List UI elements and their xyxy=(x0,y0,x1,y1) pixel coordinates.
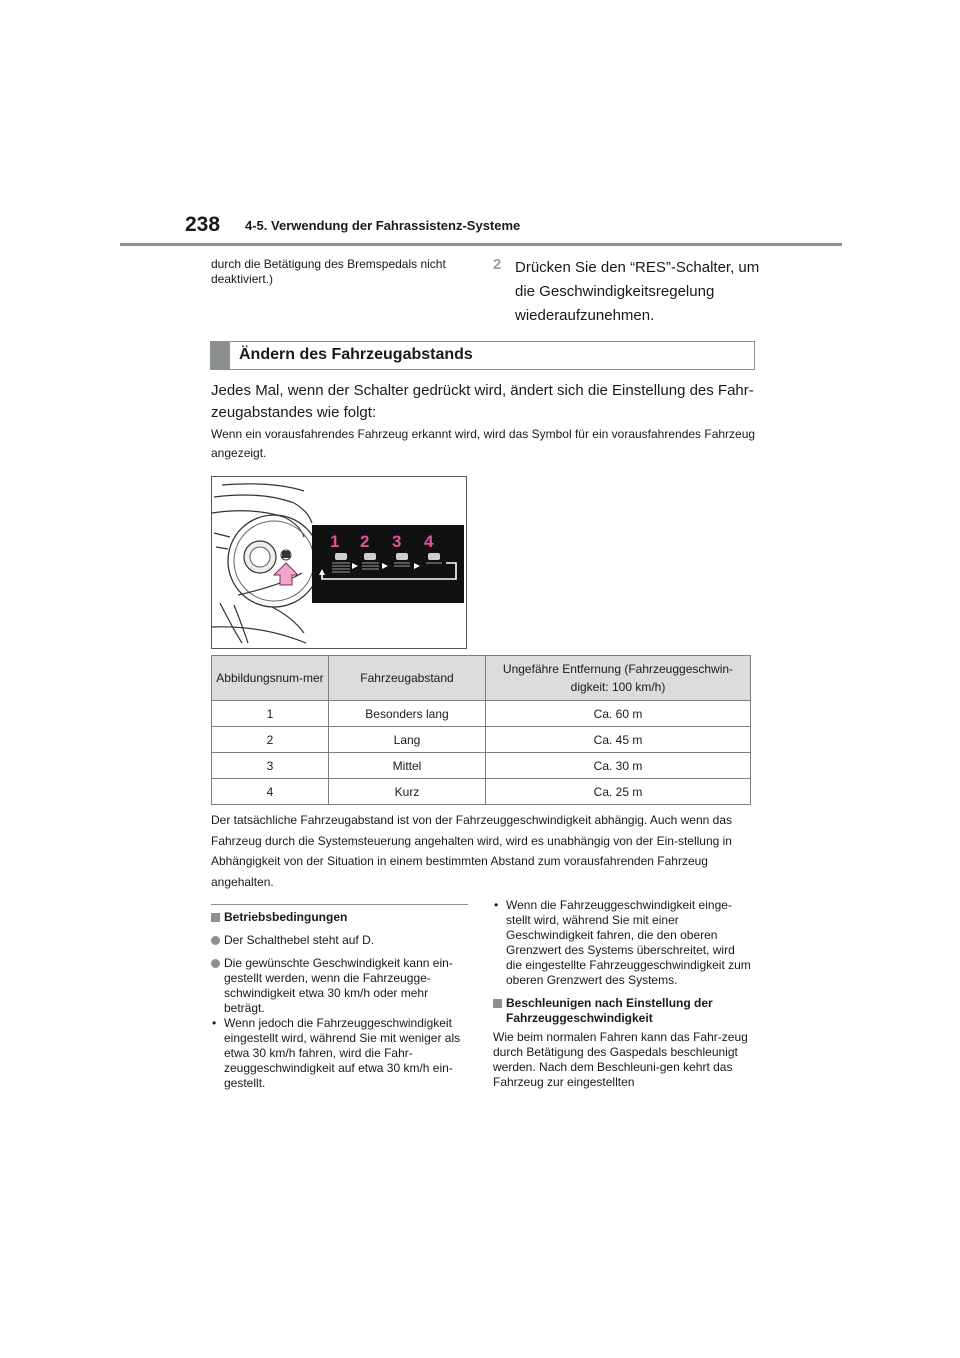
table-cell: Ca. 25 m xyxy=(486,779,751,805)
table-row xyxy=(212,753,751,779)
header-divider xyxy=(120,243,842,246)
figure-label-1: 1 xyxy=(330,532,340,551)
table-cell: Besonders lang xyxy=(329,701,486,727)
right-column xyxy=(493,898,753,1090)
step-text: Drücken Sie den “RES”-Schalter, um die Geschwindigkeitsregelung wiederaufzunehmen. xyxy=(515,259,760,324)
circle-bullet-icon xyxy=(211,959,220,968)
table-cell: Mittel xyxy=(329,753,486,779)
table-cell: 4 xyxy=(212,779,329,805)
list-item: Die gewünschte Geschwindigkeit kann ein-gestellt werden, wenn die Fahrzeugge-schwindigkeit etwa 30 km/h oder mehr beträgt. xyxy=(211,956,469,1016)
table-cell: Lang xyxy=(329,727,486,753)
distance-paragraph: Der tatsächliche Fahrzeugabstand ist von der Fahrzeuggeschwindigkeit abhängig. Auch wenn das Fahrzeug durch die Systemsteuerung angehalten wird, wird es unabhängig von der Ein-stellung in Abhängigkeit von der Situation in einem bestimmten Abstand zum vorausfahrenden Fahrzeug angehalten. xyxy=(211,813,732,889)
table-header-row xyxy=(212,656,751,701)
table-cell: Ca. 30 m xyxy=(486,753,751,779)
table-cell: Ca. 60 m xyxy=(486,701,751,727)
acceleration-paragraph: Wie beim normalen Fahren kann das Fahr-zeug durch Betätigung des Gaspedals beschleunigt werden. Nach dem Beschleuni-gen kehrt das Fahrzeug zur eingestellten xyxy=(493,1030,748,1089)
table-header-cell: Abbildungsnum-mer xyxy=(212,656,329,701)
bullet-item: • Wenn jedoch die Fahrzeuggeschwindigkeit eingestellt wird, während Sie mit weniger als etwa 30 km/h fahren, wird die Fahr-zeuggeschwindigkeit auf etwa 30 km/h ein-gestellt. xyxy=(212,1016,461,1090)
page-number: 238 xyxy=(185,213,221,236)
steering-wheel-drawing xyxy=(212,477,467,649)
circle-bullet-icon xyxy=(211,936,220,945)
list-item: Der Schalthebel steht auf D. xyxy=(211,933,469,948)
conditions-column xyxy=(211,910,469,1091)
table-row xyxy=(212,727,751,753)
distance-switch-illustration xyxy=(211,476,467,649)
column-divider xyxy=(211,904,468,905)
section-title: 4-5. Verwendung der Fahrassistenz-Systeme xyxy=(245,218,521,233)
step-number: 2 xyxy=(493,256,502,273)
bullet-dot-icon: • xyxy=(494,898,499,912)
conditions-heading: Betriebsbedingungen xyxy=(211,910,469,925)
table-header-cell: Fahrzeugabstand xyxy=(329,656,486,701)
heading-tab-marker xyxy=(211,342,230,369)
continued-text: durch die Betätigung des Bremspedals nicht deaktiviert.) xyxy=(211,257,446,286)
table-cell: Kurz xyxy=(329,779,486,805)
table-cell: Ca. 45 m xyxy=(486,727,751,753)
square-marker-icon xyxy=(211,913,220,922)
intro-paragraph: Jedes Mal, wenn der Schalter gedrückt wird, ändert sich die Einstellung des Fahr-zeugabstandes wie folgt: xyxy=(211,382,754,421)
bullet-item: • Wenn die Fahrzeuggeschwindigkeit einge-stellt wird, während Sie mit einer Geschwindigkeit fahren, die den oberen Grenzwert des Systems überschreitet, wird die eingestellte Fahrzeuggeschwindigkeit zum oberen Grenzwert des Systems. xyxy=(494,898,751,987)
table-row xyxy=(212,779,751,805)
table-cell: 2 xyxy=(212,727,329,753)
figure-label-3: 3 xyxy=(392,532,402,551)
bullet-dot-icon: • xyxy=(212,1016,217,1030)
table-cell: 3 xyxy=(212,753,329,779)
table-row xyxy=(212,701,751,727)
table-header-cell: Ungefähre Entfernung (Fahrzeuggeschwin-digkeit: 100 km/h) xyxy=(486,656,751,701)
distance-table xyxy=(211,655,751,805)
square-marker-icon xyxy=(493,999,502,1008)
section-heading xyxy=(210,341,755,370)
section-heading-label: Ändern des Fahrzeugabstands xyxy=(239,346,473,363)
figure-label-4: 4 xyxy=(424,532,434,551)
note-paragraph: Wenn ein vorausfahrendes Fahrzeug erkannt wird, wird das Symbol für ein vorausfahrendes Fahrzeug angezeigt. xyxy=(211,427,756,460)
acceleration-heading: Beschleunigen nach Einstellung der Fahrzeuggeschwindigkeit xyxy=(493,996,753,1026)
table-cell: 1 xyxy=(212,701,329,727)
figure-label-2: 2 xyxy=(360,532,370,551)
